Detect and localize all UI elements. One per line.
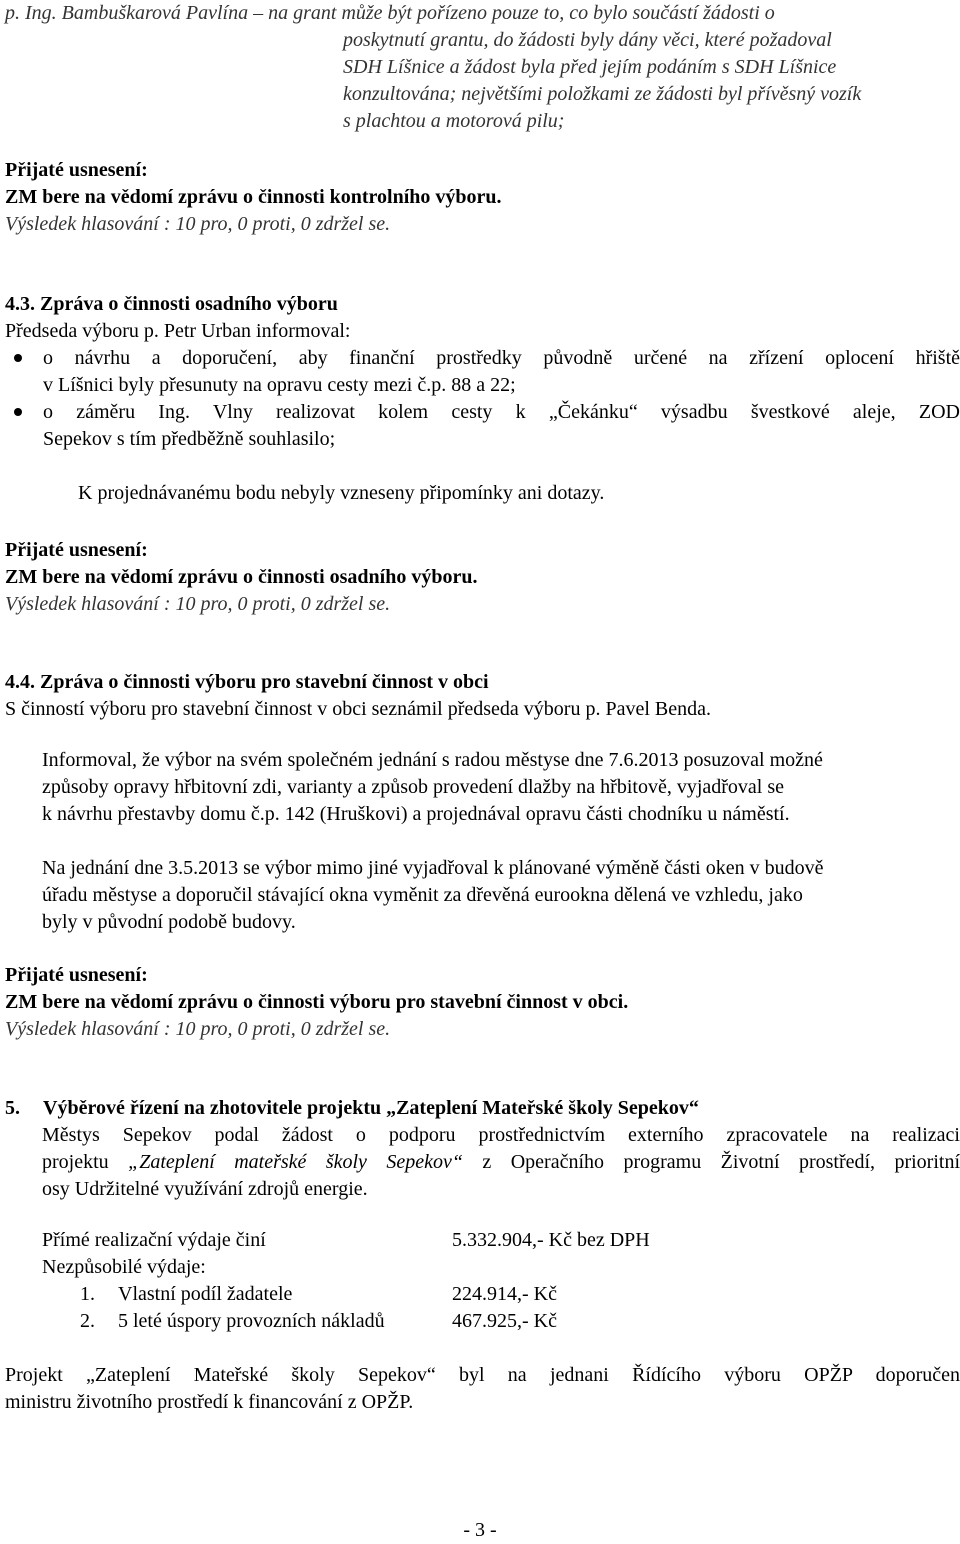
section-4-4 <box>5 669 960 723</box>
section-number: 5. <box>5 1097 20 1119</box>
bullet-item <box>5 345 960 399</box>
paragraph-line: Na jednání dne 3.5.2013 se výbor mimo jiné vyjadřoval k plánované výměně části oken v budově <box>42 857 824 879</box>
section-intro: Předseda výboru p. Petr Urban informoval: <box>5 320 351 342</box>
resolution-3 <box>5 962 960 1043</box>
section-intro: S činností výboru pro stavební činnost v obci seznámil předseda výboru p. Pavel Benda. <box>5 698 711 720</box>
vote-result: Výsledek hlasování : 10 pro, 0 proti, 0 zdržel se. <box>5 213 391 235</box>
paragraph-line: Projekt „Zateplení Mateřské školy Sepekov“ byl na jednani Řídícího výboru OPŽP doporučen <box>5 1364 960 1386</box>
costs-table <box>5 1227 960 1335</box>
closing-paragraph <box>5 1362 960 1416</box>
paragraph-line: ministru životního prostředí k financování z OPŽP. <box>5 1391 414 1413</box>
resolution-2 <box>5 537 960 618</box>
bullet-line: o záměru Ing. Vlny realizovat kolem cesty k „Čekánku“ výsadbu švestkové aleje, ZOD <box>43 401 960 423</box>
cost-label: Vlastní podíl žadatele <box>118 1283 293 1305</box>
paragraph-line: osy Udržitelné využívání zdrojů energie. <box>42 1178 368 1200</box>
paragraph-line: byly v původní podobě budovy. <box>42 911 296 933</box>
resolution-text: ZM bere na vědomí zprávu o činnosti výboru pro stavební činnost v obci. <box>5 991 629 1013</box>
intro-line: SDH Líšnice a žádost byla před jejím podáním s SDH Líšnice <box>343 56 837 78</box>
cost-row <box>42 1227 960 1254</box>
bullet-line: o návrhu a doporučení, aby finanční prostředky původně určené na zřízení oplocení hřiště <box>43 347 960 369</box>
paragraph-line: způsoby opravy hřbitovní zdi, varianty a způsob provedení dlažby na hřbitově, vyjadřoval se <box>42 776 785 798</box>
vote-result: Výsledek hlasování : 10 pro, 0 proti, 0 zdržel se. <box>5 593 391 615</box>
intro-line-1: p. Ing. Bambuškarová Pavlína – na grant může být pořízeno pouze to, co bylo součástí žádosti o <box>5 2 775 24</box>
section-5-heading <box>5 1095 960 1122</box>
resolution-text: ZM bere na vědomí zprávu o činnosti osadního výboru. <box>5 566 478 588</box>
section-heading: 4.4. Zpráva o činnosti výboru pro stavební činnost v obci <box>5 671 489 693</box>
bullet-icon <box>14 408 22 416</box>
page-number: - 3 - <box>463 1519 497 1541</box>
cost-row <box>42 1308 960 1335</box>
cost-label: Přímé realizační výdaje činí <box>42 1229 266 1251</box>
cost-item-number: 1. <box>80 1283 95 1305</box>
cost-value: 5.332.904,- Kč bez DPH <box>452 1229 650 1251</box>
resolution-text: ZM bere na vědomí zprávu o činnosti kontrolního výboru. <box>5 186 502 208</box>
cost-row <box>42 1281 960 1308</box>
intro-line: konzultována; největšími položkami ze žádosti byl přívěsný vozík <box>343 83 862 105</box>
paragraph-line: Informoval, že výbor na svém společném jednání s radou městyse dne 7.6.2013 posuzoval možné <box>42 749 823 771</box>
bullet-item <box>5 399 960 453</box>
section-heading: 4.3. Zpráva o činnosti osadního výboru <box>5 293 338 315</box>
section-heading: Výběrové řízení na zhotovitele projektu „Zateplení Mateřské školy Sepekov“ <box>43 1097 699 1119</box>
bullet-line: v Líšnici byly přesunuty na opravu cesty mezi č.p. 88 a 22; <box>43 374 516 396</box>
section-5-paragraph <box>5 1122 960 1203</box>
intro-line: s plachtou a motorová pilu; <box>343 110 565 132</box>
paragraph-line: Městys Sepekov podal žádost o podporu prostřednictvím externího zpracovatele na realizaci <box>42 1124 960 1146</box>
paragraph-line: projektu „Zateplení mateřské školy Sepekov“ z Operačního programu Životní prostředí, prioritní <box>42 1151 960 1173</box>
section-note: K projednávanému bodu nebyly vzneseny připomínky ani dotazy. <box>78 482 605 504</box>
paragraph-line: úřadu městyse a doporučil stávající okna vyměnit za dřevěná eurookna dělená ve vzhledu, jako <box>42 884 803 906</box>
paragraph-line: k návrhu přestavby domu č.p. 142 (Hruškovi) a projednával opravu části chodníku u náměstí. <box>42 803 790 825</box>
intro-line: poskytnutí grantu, do žádosti byly dány věci, které požadoval <box>343 29 832 51</box>
section-4-4-para-2 <box>5 855 960 936</box>
resolution-label: Přijaté usnesení: <box>5 539 148 561</box>
cost-subheading: Nezpůsobilé výdaje: <box>42 1256 206 1278</box>
section-4-4-para-1 <box>5 747 960 828</box>
bullet-icon <box>14 354 22 362</box>
resolution-1 <box>5 157 960 238</box>
cost-value: 224.914,- Kč <box>452 1283 557 1305</box>
intro-paragraph <box>5 0 960 135</box>
bullet-line: Sepekov s tím předběžně souhlasilo; <box>43 428 336 450</box>
cost-value: 467.925,- Kč <box>452 1310 557 1332</box>
cost-item-number: 2. <box>80 1310 95 1332</box>
resolution-label: Přijaté usnesení: <box>5 964 148 986</box>
section-4-3 <box>5 291 960 453</box>
resolution-label: Přijaté usnesení: <box>5 159 148 181</box>
cost-label: 5 leté úspory provozních nákladů <box>118 1310 385 1332</box>
project-name: „Zateplení mateřské školy Sepekov“ <box>128 1151 463 1173</box>
vote-result: Výsledek hlasování : 10 pro, 0 proti, 0 zdržel se. <box>5 1018 391 1040</box>
